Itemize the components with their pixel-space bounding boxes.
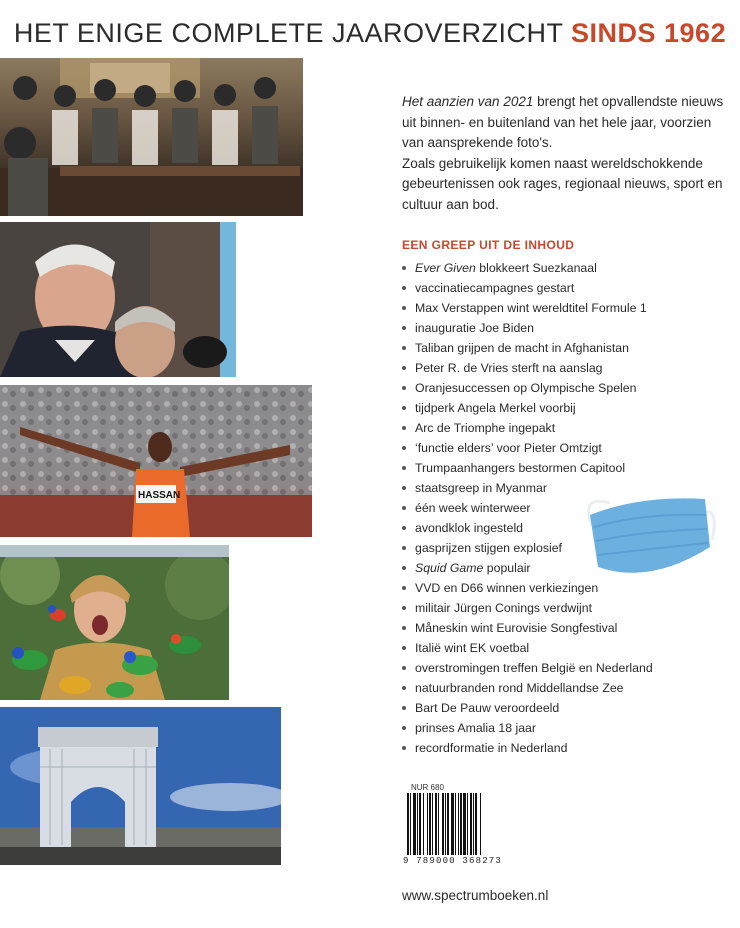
- intro-line-1: brengt het opvallendste nieuws uit binnen- en buitenland van het hele jaar, voorzien van aansprekende foto's.: [402, 94, 724, 150]
- barcode-bar: [458, 793, 459, 855]
- contents-heading: EEN GREEP UIT DE INHOUD: [402, 238, 575, 252]
- bullet-icon: [402, 546, 406, 550]
- headline-accent: SINDS 1962: [571, 18, 727, 48]
- bullet-icon: [402, 666, 406, 670]
- list-item-label: Italië wint EK voetbal: [415, 641, 530, 655]
- barcode-bar: [467, 793, 468, 855]
- barcode-bar: [438, 793, 439, 855]
- list-item-label: overstromingen treffen België en Nederland: [415, 661, 653, 675]
- bullet-icon: [402, 326, 406, 330]
- website-url: www.spectrumboeken.nl: [402, 888, 549, 903]
- list-item: [402, 338, 702, 358]
- bullet-icon: [402, 346, 406, 350]
- list-item-label: Arc de Triomphe ingepakt: [415, 421, 556, 435]
- list-item: [402, 458, 702, 478]
- barcode-bar: [419, 793, 421, 855]
- list-item-label: ‘functie elders’ voor Pieter Omtzigt: [415, 441, 602, 455]
- photo-taliban: [0, 58, 303, 216]
- bullet-icon: [402, 406, 406, 410]
- barcode-bar: [451, 793, 454, 855]
- cover-headline: [0, 18, 740, 49]
- list-item-label: Trumpaanhangers bestormen Capitool: [415, 461, 626, 475]
- list-item: [402, 418, 702, 438]
- intro-paragraph-2: Zoals gebruikelijk komen naast wereldschokkende gebeurtenissen ook rages, regionaal nieuws, sport en cultuur aan bod.: [402, 155, 723, 212]
- list-item-label: recordformatie in Nederland: [415, 741, 568, 755]
- list-item: [402, 378, 702, 398]
- bullet-icon: [402, 646, 406, 650]
- list-item-italic: Squid Game: [415, 561, 484, 575]
- svg-text:HASSAN: HASSAN: [138, 490, 181, 501]
- bullet-icon: [402, 366, 406, 370]
- barcode-bar: [423, 793, 424, 855]
- list-item-label: VVD en D66 winnen verkiezingen: [415, 581, 599, 595]
- list-item-label: populair: [483, 561, 531, 575]
- barcode-bar: [475, 793, 477, 855]
- list-item-label: Oranjesuccessen op Olympische Spelen: [415, 381, 637, 395]
- book-title: Het aanzien van 2021: [402, 94, 534, 109]
- intro-text: [402, 92, 727, 215]
- list-item-italic: Ever Given: [415, 261, 476, 275]
- bullet-icon: [402, 506, 406, 510]
- list-item-label: inauguratie Joe Biden: [415, 321, 534, 335]
- nur-code: NUR 680: [411, 783, 444, 792]
- list-item: [402, 278, 702, 298]
- bullet-icon: [402, 726, 406, 730]
- list-item-label: Max Verstappen wint wereldtitel Formule 1: [415, 301, 647, 315]
- list-item: [402, 358, 702, 378]
- bullet-icon: [402, 446, 406, 450]
- list-item: [402, 658, 702, 678]
- list-item: [402, 718, 702, 738]
- photo-peter-r-de-vries: [0, 222, 236, 377]
- bullet-icon: [402, 286, 406, 290]
- list-item-label: één week winterweer: [415, 501, 531, 515]
- barcode: [406, 793, 502, 855]
- bullet-icon: [402, 266, 406, 270]
- photo-athlete: [0, 385, 312, 537]
- list-item: [402, 598, 702, 618]
- barcode-bar: [447, 793, 449, 855]
- barcode-bar: [460, 793, 462, 855]
- list-item-label: tijdperk Angela Merkel voorbij: [415, 401, 576, 415]
- headline-main: HET ENIGE COMPLETE JAAROVERZICHT: [13, 18, 571, 48]
- barcode-number: 9 789000 368273: [403, 856, 503, 866]
- list-item: [402, 258, 702, 278]
- list-item: [402, 398, 702, 418]
- barcode-bar: [429, 793, 431, 855]
- barcode-bar: [445, 793, 446, 855]
- bullet-icon: [402, 686, 406, 690]
- list-item-label: vaccinatiecampagnes gestart: [415, 281, 575, 295]
- bullet-icon: [402, 606, 406, 610]
- barcode-bar: [455, 793, 456, 855]
- list-item-label: Peter R. de Vries sterft na aanslag: [415, 361, 603, 375]
- face-mask-icon: [580, 485, 720, 585]
- photo-merkel-parrots: [0, 545, 229, 700]
- barcode-bar: [417, 793, 418, 855]
- bullet-icon: [402, 626, 406, 630]
- bullet-icon: [402, 386, 406, 390]
- list-item-label: Taliban grijpen de macht in Afghanistan: [415, 341, 629, 355]
- barcode-bar: [432, 793, 433, 855]
- barcode-bar: [413, 793, 416, 855]
- photo-arc-de-triomphe: [0, 707, 281, 865]
- list-item-label: militair Jürgen Conings verdwijnt: [415, 601, 593, 615]
- list-item: [402, 618, 702, 638]
- list-item-label: staatsgreep in Myanmar: [415, 481, 547, 495]
- bullet-icon: [402, 466, 406, 470]
- bullet-icon: [402, 306, 406, 310]
- intro-paragraph-1: [402, 92, 727, 154]
- bullet-icon: [402, 566, 406, 570]
- bullet-icon: [402, 526, 406, 530]
- barcode-bar: [473, 793, 474, 855]
- bullet-icon: [402, 586, 406, 590]
- list-item-label: avondklok ingesteld: [415, 521, 524, 535]
- barcode-bar: [427, 793, 428, 855]
- list-item-label: natuurbranden rond Middellandse Zee: [415, 681, 624, 695]
- barcode-bar: [470, 793, 472, 855]
- list-item-label: Bart De Pauw veroordeeld: [415, 701, 560, 715]
- list-item: [402, 738, 702, 758]
- barcode-bar: [442, 793, 444, 855]
- list-item: [402, 638, 702, 658]
- list-item-label: prinses Amalia 18 jaar: [415, 721, 536, 735]
- list-item: [402, 678, 702, 698]
- list-item: [402, 318, 702, 338]
- list-item: [402, 698, 702, 718]
- bullet-icon: [402, 706, 406, 710]
- bullet-icon: [402, 746, 406, 750]
- bullet-icon: [402, 486, 406, 490]
- bullet-icon: [402, 426, 406, 430]
- list-item-label: blokkeert Suezkanaal: [475, 261, 597, 275]
- list-item-label: Måneskin wint Eurovisie Songfestival: [415, 621, 618, 635]
- list-item-label: gasprijzen stijgen explosief: [415, 541, 562, 555]
- list-item: [402, 438, 702, 458]
- barcode-bar: [480, 793, 481, 855]
- barcode-bar: [435, 793, 437, 855]
- barcode-bar: [407, 793, 409, 855]
- barcode-bar: [463, 793, 466, 855]
- list-item: [402, 298, 702, 318]
- barcode-bar: [410, 793, 411, 855]
